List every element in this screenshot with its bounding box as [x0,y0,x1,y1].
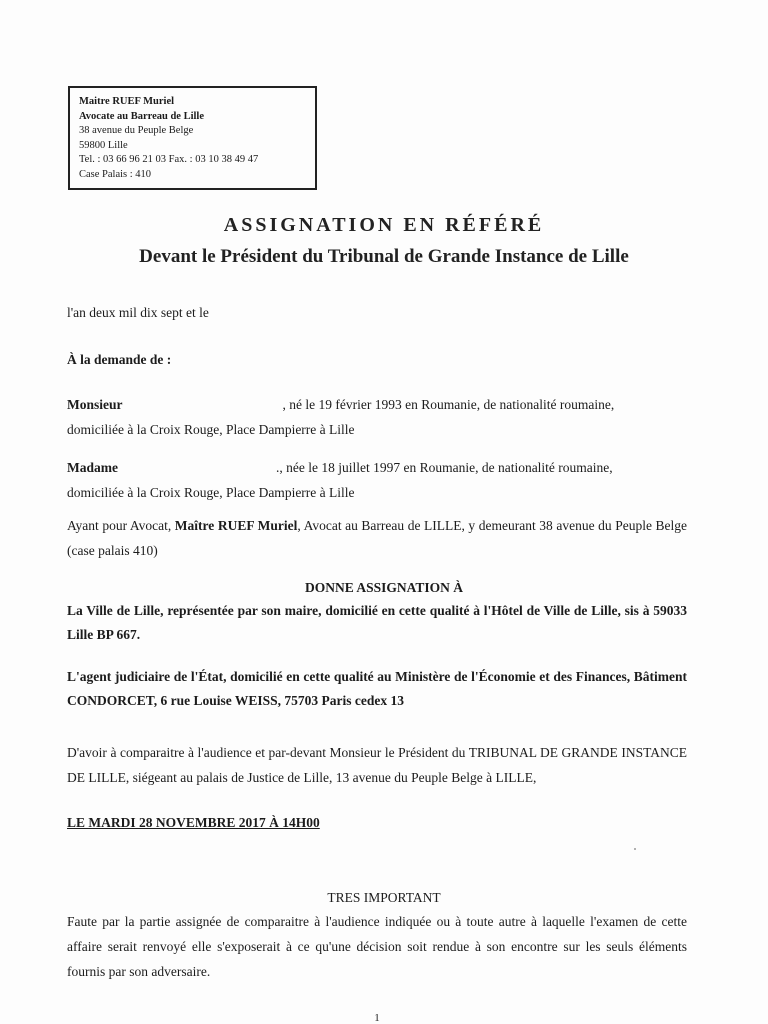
lawyer-address-box [68,86,317,190]
plaintiff-madame [67,455,687,505]
document-subtitle: Devant le Président du Tribunal de Grande Instance de Lille [139,246,629,267]
monsieur-details: , né le 19 février 1993 en Roumanie, de nationalité roumaine, [282,397,615,412]
avocat-name: Maître RUEF Muriel [174,518,298,533]
avocat-rest: , Avocat au Barreau de LILLE, y demeurant 38 avenue du Peuple Belge (case palais 410) [67,518,687,558]
defendant-agent-judiciaire: L'agent judiciaire de l'État, domicilié en cette qualité au Ministère de l'Économie et des Finances, Bâtiment CONDORCET, 6 rue Louise WEISS, 75703 Paris cedex 13 [67,669,687,708]
lawyer-title: Avocate au Barreau de Lille [79,110,205,122]
donne-assignation-heading: DONNE ASSIGNATION À [304,580,464,595]
plaintiff-monsieur [67,392,687,442]
document-title: ASSIGNATION EN RÉFÉRÉ [223,214,545,236]
madame-label: Madame [67,460,118,475]
lawyer-phone-fax: Tel. : 03 66 96 21 03 Fax. : 03 10 38 49 47 [79,154,259,166]
monsieur-label: Monsieur [67,397,123,412]
comparaitre-paragraph: D'avoir à comparaitre à l'audience et par-devant Monsieur le Président du TRIBUNAL DE GRANDE INSTANCE DE LILLE, siégeant au palais de Justice de Lille, 13 avenue du Peuple Belge à LILLE, [67,745,687,785]
demand-heading: À la demande de : [67,352,172,367]
lawyer-case-palais: Case Palais : 410 [79,168,152,180]
lawyer-name: Maitre RUEF Muriel [79,96,175,107]
madame-details: ., née le 18 juillet 1997 en Roumanie, de nationalité roumaine, [276,460,613,475]
defendant-ville-de-lille: La Ville de Lille, représentée par son maire, domicilié en cette qualité à l'Hôtel de Ville de Lille, sis à 59033 Lille BP 667. [67,603,687,642]
date-line: l'an deux mil dix sept et le [67,305,209,320]
hearing-date: LE MARDI 28 NOVEMBRE 2017 À 14H00 [67,815,320,830]
monsieur-address: domiciliée à la Croix Rouge, Place Dampierre à Lille [67,422,355,437]
important-heading: TRES IMPORTANT [327,890,441,905]
scan-speck [634,848,636,850]
avocat-prefix: Ayant pour Avocat, [67,518,175,533]
lawyer-street: 38 avenue du Peuple Belge [79,125,194,137]
lawyer-city: 59800 Lille [79,139,128,151]
avocat-paragraph [67,513,687,563]
important-paragraph: Faute par la partie assignée de comparaitre à l'audience indiquée ou à toute autre à laquelle l'examen de cette affaire serait renvoyé elle s'exposerait à ce qu'une décision soit rendue à son encontre sur les seuls éléments fournis par son adversaire. [67,914,687,979]
madame-address: domiciliée à la Croix Rouge, Place Dampierre à Lille [67,485,355,500]
page-number: 1 [374,1012,380,1024]
